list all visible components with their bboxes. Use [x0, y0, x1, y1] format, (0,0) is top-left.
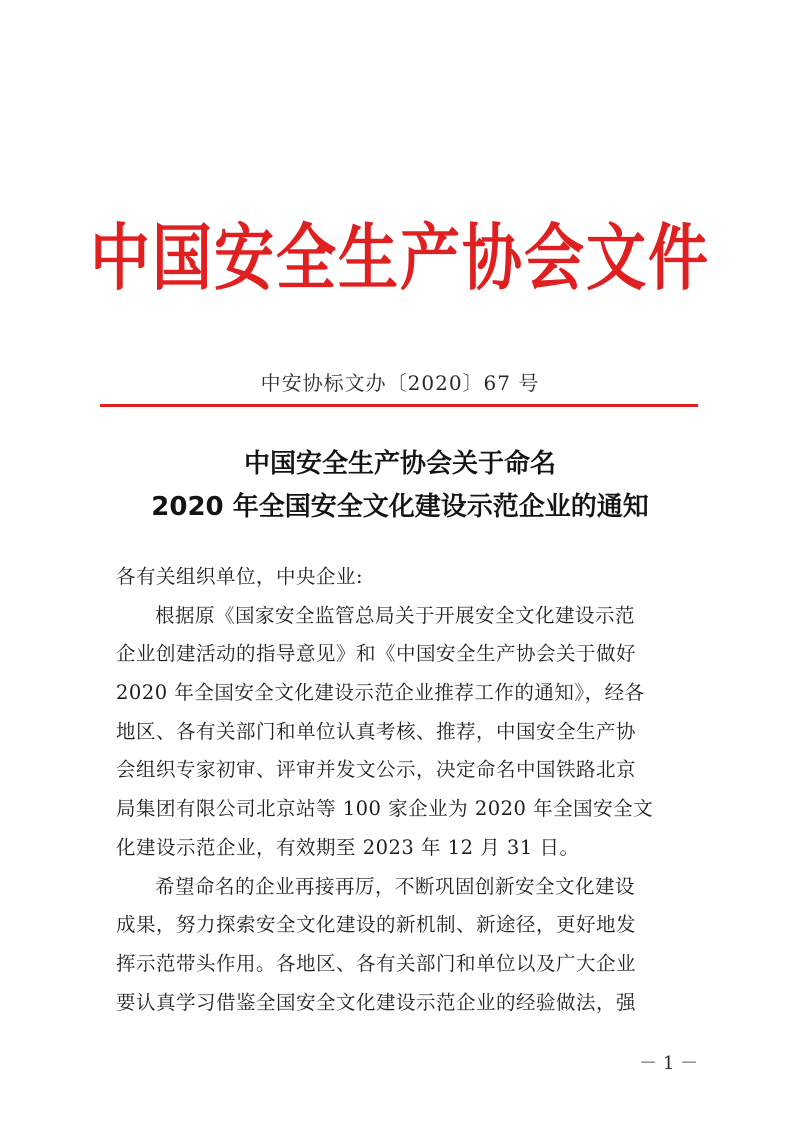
document-number: 中安协标文办〔2020〕67 号	[260, 371, 540, 395]
paragraph-1-line: 根据原《国家安全监管总局关于开展安全文化建设示范	[155, 603, 636, 627]
notice-title-line-1: 中国安全生产协会关于命名	[243, 449, 556, 479]
paragraph-2-line: 成果，努力探索安全文化建设的新机制、新途径，更好地发	[116, 913, 637, 937]
paragraph-1-line: 局集团有限公司北京站等 100 家企业为 2020 年全国安全文	[116, 797, 654, 821]
page-number: － 1 －	[639, 1053, 698, 1074]
paragraph-1-line: 化建设示范企业，有效期至 2023 年 12 月 31 日。	[116, 835, 580, 859]
paragraph-1-line: 企业创建活动的指导意见》和《中国安全生产协会关于做好	[116, 642, 637, 666]
paragraph-2-line: 挥示范带头作用。各地区、各有关部门和单位以及广大企业	[116, 951, 637, 975]
salutation: 各有关组织单位，中央企业:	[116, 565, 364, 588]
paragraph-1-line: 会组织专家初审、评审并发文公示，决定命名中国铁路北京	[116, 758, 637, 782]
paragraph-1-line: 地区、各有关部门和单位认真考核、推荐，中国安全生产协	[116, 719, 637, 743]
red-separator-line	[100, 404, 698, 407]
masthead-title: 中国安全生产协会文件	[90, 217, 710, 301]
paragraph-2-line: 要认真学习借鉴全国安全文化建设示范企业的经验做法，强	[116, 990, 637, 1014]
paragraph-2-line: 希望命名的企业再接再厉，不断巩固创新安全文化建设	[155, 874, 636, 898]
document-body	[116, 558, 696, 1022]
paragraph-1-line: 2020 年全国安全文化建设示范企业推荐工作的通知》，经各	[116, 681, 645, 705]
notice-title-line-2: 2020 年全国安全文化建设示范企业的通知	[151, 492, 649, 522]
